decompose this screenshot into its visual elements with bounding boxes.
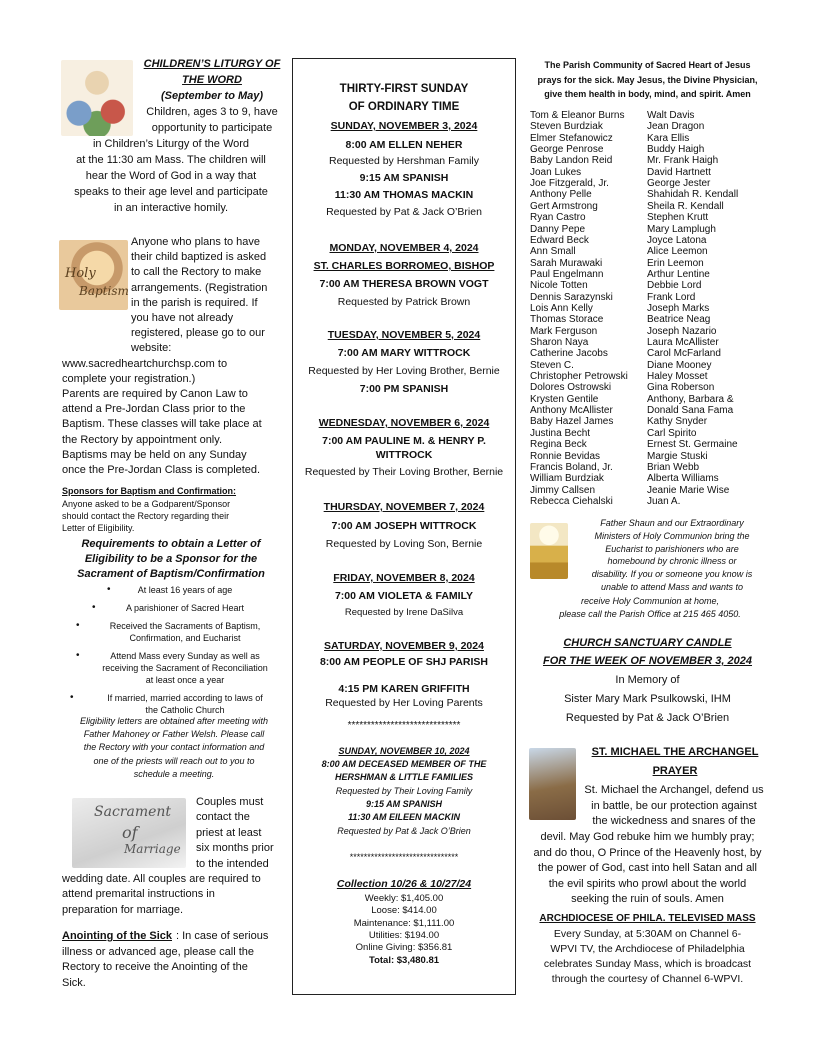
eligibility-note: Eligibility letters are obtained after meeting with bbox=[79, 716, 269, 726]
sick-name: Francis Boland, Jr. bbox=[530, 461, 613, 473]
collection-total: Total: $3,480.81 bbox=[368, 955, 440, 966]
mass-intention: 7:00 AM MARY WITTROCK bbox=[337, 347, 471, 359]
baptism-text: website: bbox=[131, 342, 172, 355]
collection-heading: Collection 10/26 & 10/27/24 bbox=[336, 878, 472, 890]
st-michael-title: PRAYER bbox=[652, 765, 698, 777]
next-sunday-intention: 9:15 AM SPANISH bbox=[365, 798, 443, 809]
sick-name: Lois Ann Kelly bbox=[530, 302, 593, 314]
st-michael-title: ST. MICHAEL THE ARCHANGEL bbox=[591, 746, 759, 758]
sick-name: Baby Hazel James bbox=[530, 416, 614, 428]
marriage-image bbox=[72, 798, 186, 868]
candle-title: FOR THE WEEK OF NOVEMBER 3, 2024 bbox=[542, 655, 753, 667]
sick-name: Juan A. bbox=[647, 495, 681, 507]
sick-name: Ronnie Bevidas bbox=[530, 450, 601, 462]
sick-name: Shahidah R. Kendall bbox=[647, 189, 739, 201]
sick-name: Buddy Haigh bbox=[647, 144, 705, 156]
requested-by: Requested by Hershman Family bbox=[329, 155, 479, 167]
marriage-image-word2: of bbox=[122, 823, 138, 842]
prayer-intro: The Parish Community of Sacred Heart of Jesus bbox=[544, 60, 751, 70]
requested-by: Requested by Their Loving Brother, Bernie bbox=[304, 466, 504, 478]
sick-name: Arthur Lentine bbox=[647, 268, 710, 280]
sick-name: Carol McFarland bbox=[647, 348, 721, 360]
sick-name: Mary Lamplugh bbox=[647, 223, 716, 235]
sick-name: Joseph Nazario bbox=[647, 325, 717, 337]
day-heading: MONDAY, NOVEMBER 4, 2024 bbox=[329, 242, 479, 254]
day-heading: THURSDAY, NOVEMBER 7, 2024 bbox=[323, 501, 485, 513]
televised-mass-text: Every Sunday, at 5:30AM on Channel 6- bbox=[553, 928, 742, 940]
divider: ***************************** bbox=[347, 720, 461, 731]
childrens-liturgy-image bbox=[61, 60, 133, 136]
marriage-text: attend premarital instructions in bbox=[62, 888, 215, 901]
sick-name: Margie Stuski bbox=[647, 450, 708, 462]
communion-text: please call the Parish Office at 215 465 4050. bbox=[559, 608, 741, 619]
mass-intention: 8:00 AM ELLEN NEHER bbox=[345, 139, 463, 151]
sick-name: Tom & Eleanor Burns bbox=[530, 110, 625, 121]
candle-memory: Sister Mary Mark Psulkowski, IHM bbox=[564, 693, 731, 705]
requested-by: Requested by Loving Son, Bernie bbox=[325, 538, 483, 550]
st-michael-prayer: seeking the ruin of souls. Amen bbox=[571, 893, 724, 905]
baptism-text: complete your registration.) bbox=[62, 372, 196, 385]
next-sunday-intention: Requested by Pat & Jack O’Brien bbox=[337, 825, 471, 836]
communion-text: Eucharist to parishioners who are bbox=[605, 543, 739, 554]
televised-mass-text: WPVI TV, the Archdiocese of Philadelphia bbox=[550, 943, 745, 955]
sick-name: Rebecca Ciehalski bbox=[530, 495, 613, 507]
televised-mass-heading: ARCHDIOCESE OF PHILA. TELEVISED MASS bbox=[539, 913, 756, 924]
baptism-text: Baptisms may be held on any Sunday bbox=[62, 448, 247, 461]
sick-name: Anthony Pelle bbox=[530, 189, 592, 201]
baptism-text: the Rectory by appointment only. bbox=[62, 433, 222, 446]
sick-name: Erin Leemon bbox=[647, 257, 704, 269]
communion-text: Father Shaun and our Extraordinary bbox=[600, 518, 744, 528]
sick-name: Danny Pepe bbox=[530, 223, 586, 235]
communion-text: disability. If you or someone you know is bbox=[591, 569, 753, 580]
sick-name: Sarah Murawaki bbox=[530, 257, 603, 269]
sponsor-requirements-title: Eligibility to be a Sponsor for the bbox=[84, 553, 258, 565]
sick-name: Paul Engelmann bbox=[530, 268, 604, 280]
prayer-intro: give them health in body, mind, and spirit. Amen bbox=[544, 89, 751, 100]
childrens-liturgy-text: at the 11:30 am Mass. The children will bbox=[76, 154, 266, 166]
requested-by: Requested by Her Loving Parents bbox=[325, 697, 483, 709]
bullet-icon: • bbox=[92, 602, 96, 613]
baptism-text: you have not already bbox=[131, 312, 234, 324]
sick-name: Catherine Jacobs bbox=[530, 348, 608, 360]
candle-memory: Requested by Pat & Jack O’Brien bbox=[565, 712, 730, 724]
baptism-text: Anyone who plans to have bbox=[131, 236, 261, 248]
sick-name: Dolores Ostrowski bbox=[530, 382, 612, 394]
sponsor-requirement: If married, married according to laws of bbox=[107, 693, 263, 703]
sick-name: Elmer Stefanowicz bbox=[530, 132, 613, 144]
collection-line: Weekly: $1,405.00 bbox=[364, 893, 444, 904]
st-michael-prayer: and do thou, O Prince of the Heavenly host, by bbox=[533, 846, 762, 859]
communion-text: homebound by chronic illness or bbox=[607, 556, 737, 567]
baptism-text: registered, please go to our bbox=[131, 327, 265, 340]
sponsor-requirement: at least once a year bbox=[145, 675, 225, 685]
mass-intention: 9:15 AM SPANISH bbox=[359, 172, 449, 184]
sponsor-requirement: Confirmation, and Eucharist bbox=[129, 633, 241, 643]
sick-name: Steven Burdziak bbox=[530, 121, 603, 133]
sick-name: Beatrice Neag bbox=[647, 314, 711, 326]
sponsor-requirement: the Catholic Church bbox=[145, 705, 225, 715]
sick-name: Alberta Williams bbox=[647, 473, 719, 485]
requested-by: Requested by Pat & Jack O’Brien bbox=[326, 206, 482, 218]
anointing-text: : In case of serious bbox=[176, 930, 269, 942]
eligibility-note: one of the priests will reach out to you to bbox=[93, 755, 255, 766]
st-michael-prayer: in battle, be our protection against bbox=[591, 799, 757, 812]
anointing-text: illness or advanced age, please call the bbox=[62, 946, 255, 958]
sick-name: Carl Spirito bbox=[647, 427, 697, 439]
childrens-liturgy-title: THE WORD bbox=[182, 74, 242, 86]
communion-text: unable to attend Mass and wants to bbox=[600, 582, 744, 592]
baptism-text: once the Pre-Jordan Class is completed. bbox=[62, 464, 261, 476]
childrens-liturgy-title: CHILDREN’S LITURGY OF bbox=[143, 58, 281, 70]
communion-text: Ministers of Holy Communion bring the bbox=[594, 530, 750, 541]
sponsor-requirement: receiving the Sacrament of Reconciliation bbox=[102, 663, 268, 673]
baptism-text: to call the Rectory to make bbox=[131, 266, 262, 279]
sick-name: Joseph Marks bbox=[647, 302, 710, 314]
sick-name: Edward Beck bbox=[530, 234, 589, 246]
sick-name: Christopher Petrowski bbox=[530, 371, 628, 383]
bullet-icon: • bbox=[70, 692, 74, 703]
childrens-liturgy-text: in Children’s Liturgy of the Word bbox=[92, 138, 250, 150]
sponsors-text: should contact the Rectory regarding their bbox=[62, 511, 230, 521]
mass-intention: 7:00 AM VIOLETA & FAMILY bbox=[334, 590, 474, 602]
sick-name: Gert Armstrong bbox=[530, 200, 598, 212]
sick-name: Gina Roberson bbox=[647, 382, 715, 394]
sick-name: Baby Landon Reid bbox=[530, 155, 613, 167]
sponsors-text: Letter of Eligibility. bbox=[62, 523, 135, 533]
mass-intention: 7:00 AM JOSEPH WITTROCK bbox=[331, 520, 477, 532]
baptism-text: Baptism. These classes will take place at bbox=[62, 418, 262, 431]
st-michael-prayer: the wickedness and snares of the bbox=[592, 815, 756, 827]
day-heading: FRIDAY, NOVEMBER 8, 2024 bbox=[333, 572, 475, 584]
sick-name: Frank Lord bbox=[647, 291, 696, 303]
marriage-image-word1: Sacrament bbox=[94, 804, 172, 820]
sick-name: Laura McAllister bbox=[647, 337, 719, 348]
baptism-image-word1: Holy bbox=[65, 266, 96, 281]
requested-by: Requested by Her Loving Brother, Bernie bbox=[308, 365, 500, 377]
communion-text: receive Holy Communion at home, bbox=[580, 596, 720, 606]
anointing-heading: Anointing of the Sick bbox=[62, 930, 172, 942]
st-michael-prayer: St. Michael the Archangel, defend us bbox=[584, 784, 764, 796]
sick-name: Ryan Castro bbox=[530, 212, 586, 224]
marriage-image-word3: Marriage bbox=[124, 842, 181, 856]
sponsors-text: Anyone asked to be a Godparent/Sponsor bbox=[62, 499, 231, 509]
sponsor-requirement: A parishioner of Sacred Heart bbox=[125, 603, 245, 613]
sponsors-heading: Sponsors for Baptism and Confirmation: bbox=[62, 486, 237, 496]
mass-intention: WITTROCK bbox=[375, 449, 433, 461]
day-heading: SUNDAY, NOVEMBER 3, 2024 bbox=[330, 120, 478, 132]
mass-intention: 7:00 AM THERESA BROWN VOGT bbox=[319, 278, 489, 290]
marriage-text: priest at least bbox=[196, 826, 262, 839]
sick-name: Krysten Gentile bbox=[530, 393, 599, 405]
baptism-text: www.sacredheartchurchsp.com to bbox=[62, 357, 228, 370]
baptism-text: attend a Pre-Jordan Class prior to the bbox=[62, 403, 246, 416]
sick-name: Kara Ellis bbox=[647, 132, 690, 144]
baptism-image-word2: Baptism bbox=[79, 284, 129, 298]
next-sunday-intention: 8:00 AM DECEASED MEMBER OF THE bbox=[321, 759, 487, 769]
sick-name: Joan Lukes bbox=[530, 166, 582, 178]
marriage-text: preparation for marriage. bbox=[62, 903, 184, 916]
day-heading: WEDNESDAY, NOVEMBER 6, 2024 bbox=[318, 417, 490, 429]
feast-day: ST. CHARLES BORROMEO, BISHOP bbox=[313, 260, 495, 272]
sick-name: Walt Davis bbox=[647, 110, 695, 121]
sponsor-requirement: Received the Sacraments of Baptism, bbox=[109, 621, 261, 631]
sponsor-requirements-title: Requirements to obtain a Letter of bbox=[81, 538, 261, 550]
sick-name: Joe Fitzgerald, Jr. bbox=[530, 178, 609, 190]
baptism-text: arrangements. (Registration bbox=[131, 281, 268, 294]
mass-intention: 7:00 AM PAULINE M. & HENRY P. bbox=[322, 435, 486, 447]
televised-mass-text: through the courtesy of Channel 6-WPVI. bbox=[551, 973, 744, 985]
next-sunday-intention: 11:30 AM EILEEN MACKIN bbox=[347, 812, 461, 823]
sick-name: Justina Becht bbox=[530, 427, 591, 439]
sick-name: Sheila R. Kendall bbox=[647, 200, 724, 212]
sick-name: Mark Ferguson bbox=[530, 325, 598, 337]
sick-name: Kathy Snyder bbox=[647, 416, 708, 428]
televised-mass-text: celebrates Sunday Mass, which is broadcast bbox=[543, 958, 752, 970]
sick-name: George Jester bbox=[647, 178, 711, 190]
marriage-text: wedding date. All couples are required to bbox=[62, 873, 261, 885]
st-michael-prayer: devil. May God rebuke him we humbly pray; bbox=[540, 831, 755, 843]
mass-intention: 11:30 AM THOMAS MACKIN bbox=[334, 189, 474, 201]
sick-name: Alice Leemon bbox=[647, 246, 708, 258]
requested-by: Requested by Irene DaSilva bbox=[344, 607, 464, 618]
marriage-text: to the intended bbox=[196, 857, 269, 870]
sick-name: Dennis Sarazynski bbox=[530, 291, 613, 303]
childrens-liturgy-text: in an interactive homily. bbox=[113, 202, 229, 214]
sick-name: Debbie Lord bbox=[647, 280, 702, 292]
sick-name: Jimmy Callsen bbox=[530, 484, 596, 496]
chalice-image bbox=[530, 523, 568, 579]
sponsor-requirements-title: Sacrament of Baptism/Confirmation bbox=[77, 568, 265, 580]
sick-name: Haley Mosset bbox=[647, 371, 708, 383]
candle-memory: In Memory of bbox=[615, 674, 680, 686]
prayer-intro: prays for the sick. May Jesus, the Divine Physician, bbox=[537, 74, 758, 85]
sick-name: Mr. Frank Haigh bbox=[647, 155, 719, 167]
sick-name: Diane Mooney bbox=[647, 359, 712, 371]
sponsor-requirement: Attend Mass every Sunday as well as bbox=[110, 651, 260, 661]
sick-name: Donald Sana Fama bbox=[647, 405, 734, 417]
mass-intention: 8:00 AM PEOPLE OF SHJ PARISH bbox=[319, 656, 489, 668]
sick-name: Sharon Naya bbox=[530, 337, 589, 348]
st-michael-image bbox=[529, 748, 576, 820]
sunday-title: OF ORDINARY TIME bbox=[348, 101, 460, 113]
sick-name: George Penrose bbox=[530, 144, 604, 156]
st-michael-prayer: the evil spirits who prowl about the world bbox=[548, 877, 747, 890]
sick-name: Nicole Totten bbox=[530, 280, 588, 292]
sick-name: Anthony, Barbara & bbox=[647, 393, 734, 405]
baptism-text: in the parish is required. If bbox=[131, 296, 258, 309]
st-michael-prayer: the power of God, cast into hell Satan and all bbox=[538, 862, 757, 874]
sick-name: Stephen Krutt bbox=[647, 212, 709, 224]
collection-line: Utilities: $194.00 bbox=[368, 929, 440, 941]
sick-name: William Burdziak bbox=[530, 473, 604, 485]
next-sunday-intention: Requested by Their Loving Family bbox=[335, 785, 473, 796]
marriage-text: six months prior bbox=[196, 842, 274, 855]
baptism-image bbox=[59, 240, 128, 310]
sick-name: Thomas Storace bbox=[530, 314, 604, 326]
anointing-text: Rectory to receive the Anointing of the bbox=[62, 961, 248, 974]
collection-line: Maintenance: $1,111.00 bbox=[353, 917, 455, 929]
anointing-text: Sick. bbox=[62, 976, 86, 989]
sick-name: Jeanie Marie Wise bbox=[647, 484, 730, 496]
bullet-icon: • bbox=[76, 620, 80, 631]
childrens-liturgy-dates: (September to May) bbox=[160, 90, 264, 102]
childrens-liturgy-text: opportunity to participate bbox=[151, 122, 273, 134]
eligibility-note: schedule a meeting. bbox=[133, 768, 215, 779]
sick-name: Brian Webb bbox=[647, 461, 700, 473]
bullet-icon: • bbox=[107, 584, 111, 595]
sunday-title: THIRTY-FIRST SUNDAY bbox=[339, 83, 469, 95]
candle-title: CHURCH SANCTUARY CANDLE bbox=[563, 637, 732, 649]
childrens-liturgy-text: hear the Word of God in a way that bbox=[85, 170, 257, 182]
divider: ******************************* bbox=[349, 852, 459, 862]
sick-name: Jean Dragon bbox=[647, 121, 705, 133]
marriage-text: Couples must bbox=[196, 796, 264, 808]
collection-line: Online Giving: $356.81 bbox=[355, 942, 453, 954]
next-sunday-heading: SUNDAY, NOVEMBER 10, 2024 bbox=[338, 746, 470, 756]
day-heading: SATURDAY, NOVEMBER 9, 2024 bbox=[324, 640, 484, 652]
requested-by: Requested by Patrick Brown bbox=[337, 296, 471, 308]
sick-name: Regina Beck bbox=[530, 439, 587, 451]
sick-name: Steven C. bbox=[530, 359, 574, 371]
sick-name: Anthony McAllister bbox=[530, 405, 613, 417]
sick-name: Ann Small bbox=[530, 246, 576, 258]
sick-name: Joyce Latona bbox=[647, 234, 707, 246]
baptism-text: their child baptized is asked bbox=[131, 251, 267, 264]
sick-name: David Hartnett bbox=[647, 166, 711, 178]
childrens-liturgy-text: speaks to their age level and participate bbox=[74, 186, 268, 198]
childrens-liturgy-text: Children, ages 3 to 9, have bbox=[146, 106, 278, 118]
marriage-text: contact the bbox=[196, 811, 250, 824]
baptism-text: Parents are required by Canon Law to bbox=[62, 388, 248, 400]
next-sunday-intention: HERSHMAN & LITTLE FAMILIES bbox=[335, 772, 473, 783]
eligibility-note: Father Mahoney or Father Welsh. Please call bbox=[83, 729, 265, 740]
bullet-icon: • bbox=[76, 650, 80, 661]
sponsor-requirement: At least 16 years of age bbox=[137, 585, 233, 595]
mass-intention: 4:15 PM KAREN GRIFFITH bbox=[338, 683, 470, 695]
eligibility-note: the Rectory with your contact information and bbox=[83, 742, 265, 753]
mass-intention: 7:00 PM SPANISH bbox=[359, 383, 449, 395]
day-heading: TUESDAY, NOVEMBER 5, 2024 bbox=[327, 329, 481, 341]
collection-line: Loose: $414.00 bbox=[371, 905, 437, 917]
sick-name: Ernest St. Germaine bbox=[647, 439, 738, 451]
